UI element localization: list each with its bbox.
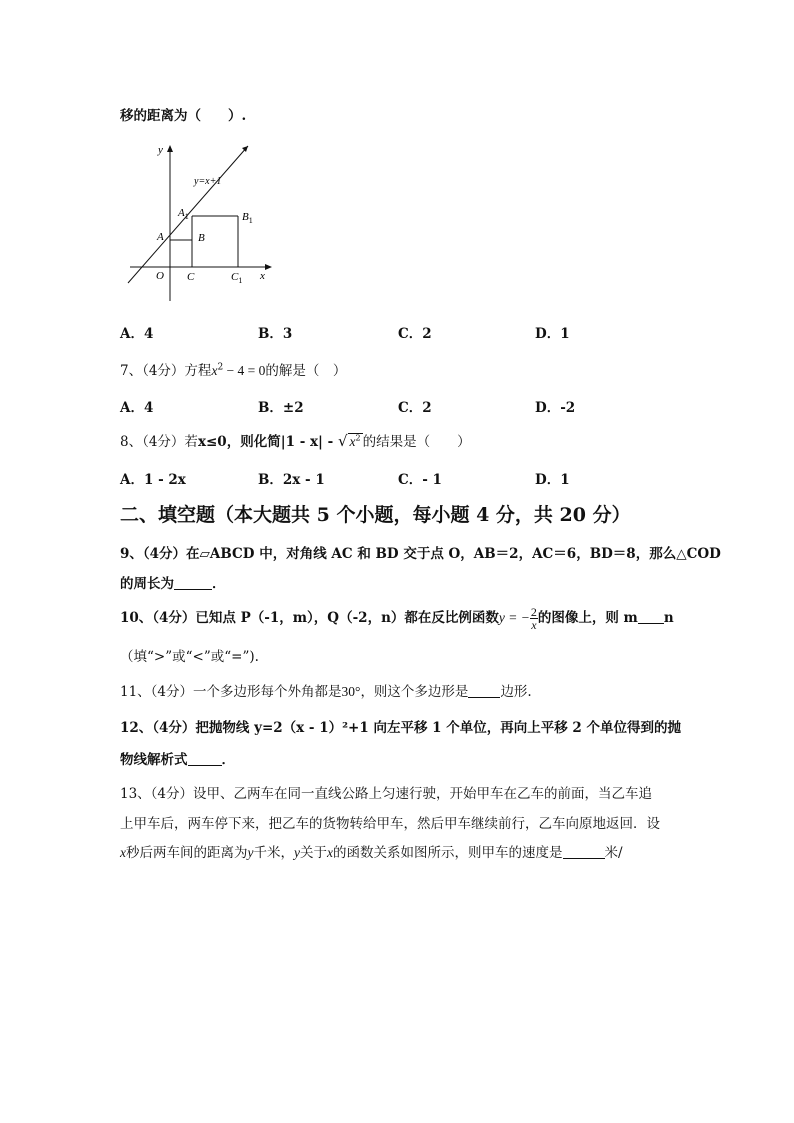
point-C1-label: $C_1$ [231, 271, 243, 285]
origin-label: O [156, 270, 164, 282]
q7-option-c: C．2 [398, 400, 432, 416]
q13-x-2: x [327, 845, 333, 860]
q7-exp: 2 [217, 362, 224, 373]
q9-answer-blank[interactable] [174, 577, 212, 590]
q13-text-5: 米/ [604, 845, 623, 861]
question-9-line2 [120, 572, 226, 592]
q8-sqrt: √ $x^2$ [337, 432, 361, 450]
question-10-line1 [120, 606, 674, 631]
q6-option-d: D．1 [535, 326, 570, 342]
x-axis-arrow [265, 264, 272, 270]
question-11 [120, 680, 532, 700]
q11-answer-blank[interactable] [468, 685, 500, 698]
q7-option-d: D．-2 [535, 400, 576, 416]
q8-option-b: B．2x - 1 [258, 472, 325, 488]
question-13-line1: 13、（4分）设甲、乙两车在同一直线公路上匀速行驶，开始甲车在乙车的前面，当乙车追 [120, 786, 653, 802]
q7-var: x [211, 363, 218, 378]
q10-fraction [530, 606, 538, 631]
q10-mid: 的图像上，则 m [537, 610, 638, 626]
q13-x-1: x [120, 845, 126, 860]
q13-y-1: y [247, 845, 254, 860]
line-label: y=x+1 [194, 176, 222, 187]
q12-answer-blank[interactable] [188, 753, 222, 766]
point-B-label: B [198, 232, 205, 244]
question-6-tail: 移的距离为（ ）. [120, 108, 247, 124]
q11-angle: 30° [341, 684, 361, 699]
question-13-line3 [120, 841, 623, 861]
coordinate-figure [120, 138, 280, 308]
q8-prefix: 8、（4分）若 [120, 434, 198, 450]
q7-prefix: 7、（4分）方程 [120, 363, 212, 379]
axis-x-label: x [260, 270, 265, 282]
q7-option-b: B．±2 [258, 400, 304, 416]
q6-option-b: B．3 [258, 326, 293, 342]
y-axis-arrow [167, 145, 173, 152]
q13-text-1: 秒后两车间的距离为 [126, 845, 248, 861]
section-2-heading: 二、填空题（本大题共 5 个小题，每小题 4 分，共 20 分） [120, 504, 631, 526]
q10-prefix: 10、（4分）已知点 P（-1，m），Q（-2，n）都在反比例函数 [120, 610, 499, 626]
question-12-line1: 12、（4分）把抛物线 y=2（x - 1）²+1 向左平移 1 个单位，再向上平移 2 个单位得到的抛 [120, 720, 682, 736]
q10-answer-blank[interactable] [638, 611, 664, 624]
q8-condition: x≤0 [197, 434, 227, 450]
q8-option-c: C．- 1 [398, 472, 442, 488]
q13-y-2: y [294, 845, 300, 860]
q8-mid: ，则化简|1 - x| - [226, 434, 338, 450]
q9-line2-suffix: ． [212, 576, 226, 592]
q8-option-a: A．1 - 2x [120, 472, 186, 488]
q10-numerator: 2 [530, 605, 537, 619]
q7-eq-rest: − 4 = 0 [223, 363, 266, 378]
q10-tail: n [663, 610, 674, 626]
question-7 [120, 359, 346, 379]
q7-suffix: 的解是（ ） [265, 363, 347, 379]
q13-text-3: 关于 [300, 845, 327, 861]
q7-option-a: A．4 [120, 400, 154, 416]
q8-radicand-exp: 2 [355, 433, 361, 443]
q11-suffix: 边形. [500, 684, 532, 700]
question-8 [120, 430, 471, 450]
q12-line2-prefix: 物线解析式 [120, 752, 188, 768]
q6-option-a: A．4 [120, 326, 154, 342]
q9-line2-prefix: 的周长为 [120, 576, 174, 592]
point-B1-label: $B_1$ [242, 211, 253, 225]
point-A-label: A [157, 231, 164, 243]
q13-text-4: 的函数关系如图所示，则甲车的速度是 [333, 845, 563, 861]
q12-line2-suffix: ． [221, 752, 235, 768]
point-A1-label: $A_1$ [178, 207, 189, 221]
question-9-line1: 9、（4分）在▱ABCD 中，对角线 AC 和 BD 交于点 O，AB＝2，AC＝6，BD＝8，那么△COD [120, 546, 721, 562]
q11-mid: ，则这个多边形是 [360, 684, 469, 700]
q10-denominator: x [531, 618, 537, 632]
q13-text-2: 千米， [253, 845, 294, 861]
q10-func-lhs: y = − [498, 610, 530, 625]
q8-option-d: D．1 [535, 472, 570, 488]
q8-radicand: x [349, 434, 356, 449]
q11-prefix: 11、（4分）一个多边形每个外角都是 [120, 684, 342, 700]
q6-option-c: C．2 [398, 326, 432, 342]
question-13-line2: 上甲车后，两车停下来，把乙车的货物转给甲车，然后甲车继续前行，乙车向原地返回．设 [120, 816, 660, 832]
question-12-line2 [120, 748, 235, 768]
axis-y-label: y [158, 144, 163, 156]
q13-answer-blank[interactable] [563, 846, 605, 859]
q8-suffix: 的结果是（ ） [362, 434, 471, 450]
point-C-label: C [187, 271, 195, 283]
question-10-line2: （填“>”或“<”或“=”). [120, 649, 259, 665]
